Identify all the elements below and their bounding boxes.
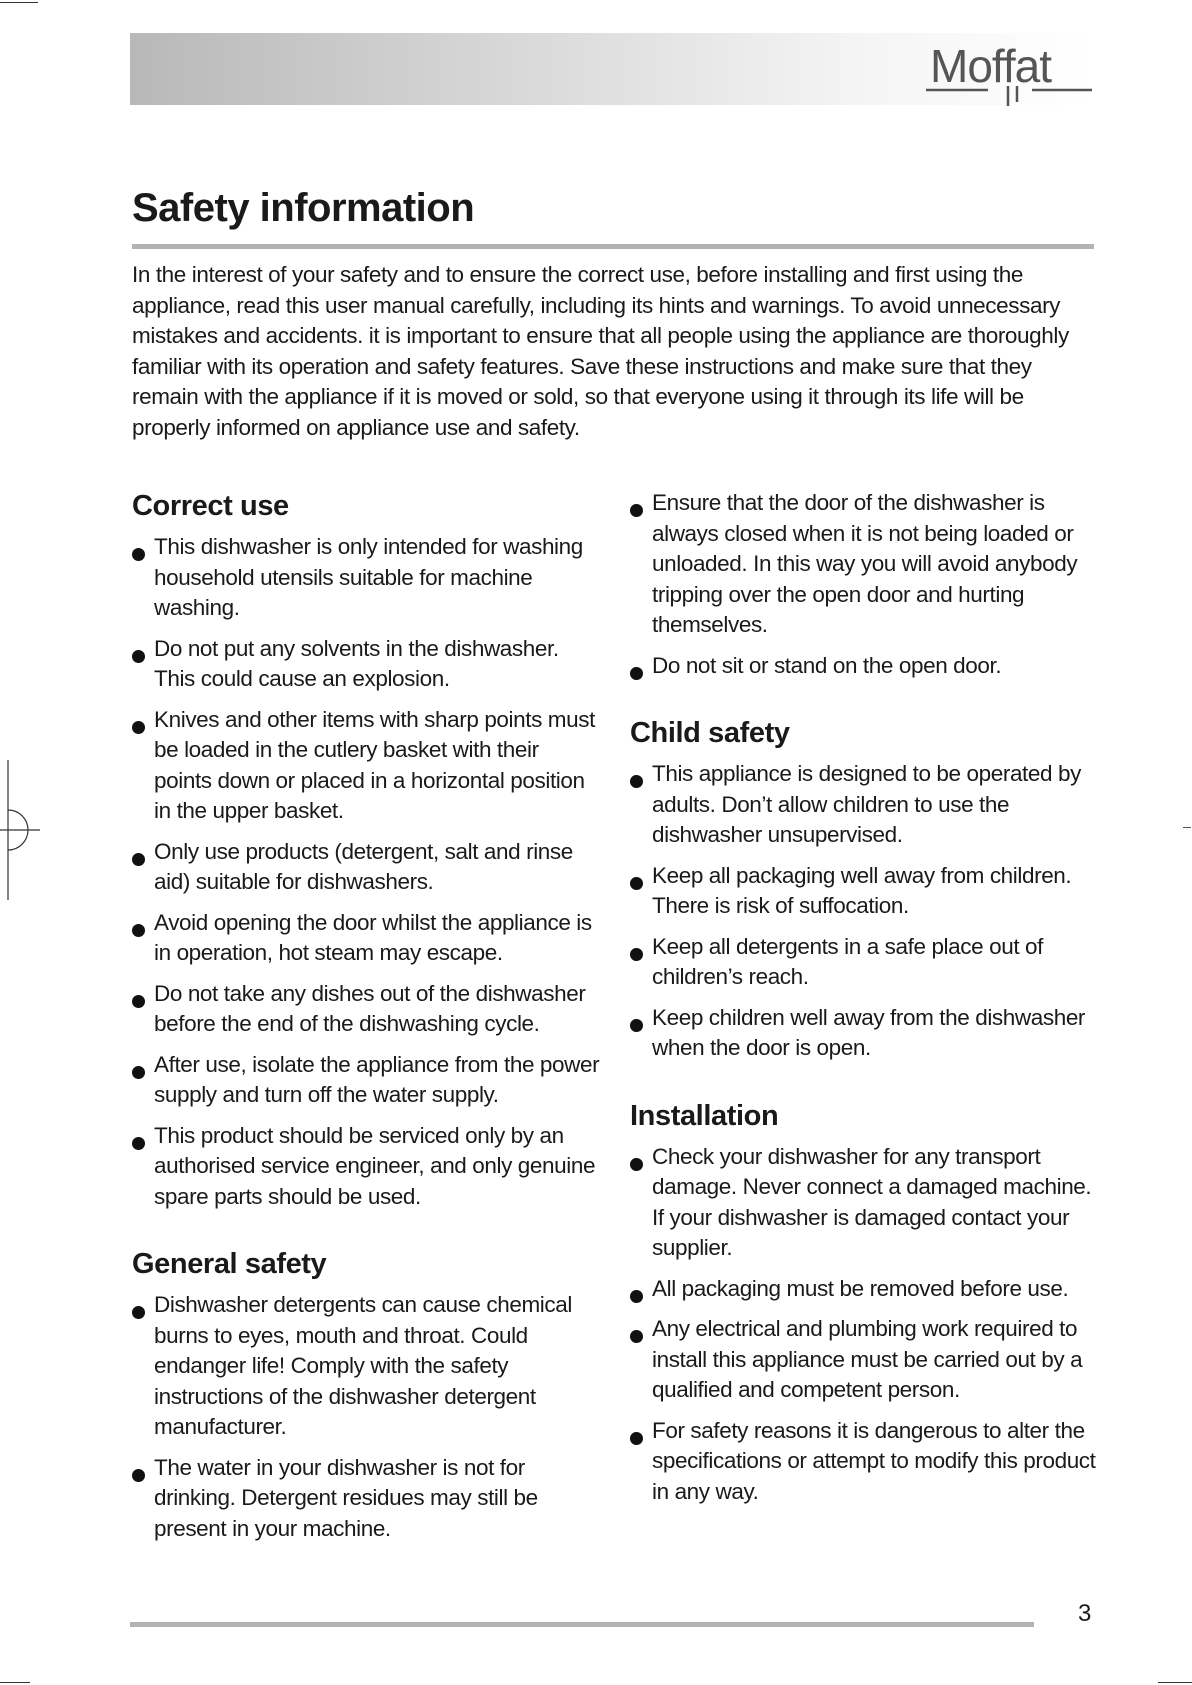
- list-item-text: This product should be serviced only by an authorised service engineer, and only genuine spare parts should be used.: [154, 1122, 596, 1209]
- list-item: [630, 1274, 1100, 1305]
- bullet-icon: [630, 775, 643, 788]
- list-item: [132, 837, 602, 898]
- bullet-icon: [630, 1330, 643, 1343]
- list-item-text: Check your dishwasher for any transport damage. Never connect a damaged machine. If your dishwasher is damaged contact your supplier.: [652, 1143, 1092, 1260]
- list-item-text: Only use products (detergent, salt and rinse aid) suitable for dishwashers.: [154, 838, 573, 894]
- correct-use-section: [132, 488, 602, 1212]
- list-item: [132, 1453, 602, 1545]
- list-item: [132, 1050, 602, 1111]
- bullet-icon: [630, 1432, 643, 1445]
- bullet-icon: [132, 853, 145, 866]
- title-divider: [132, 244, 1094, 249]
- logo-wordmark: Moffat: [930, 40, 1051, 92]
- list-item: [630, 1416, 1100, 1508]
- list-item: [630, 488, 1100, 641]
- page-number: 3: [1078, 1600, 1092, 1627]
- list-item: [630, 861, 1100, 922]
- left-column: [132, 488, 602, 1578]
- bullet-icon: [132, 1306, 145, 1319]
- list-item-text: Do not take any dishes out of the dishwasher before the end of the dishwashing cycle.: [154, 980, 586, 1036]
- moffat-logo: [922, 30, 1094, 108]
- list-item: [132, 908, 602, 969]
- list-item: [132, 705, 602, 827]
- bullet-list: [630, 1142, 1100, 1508]
- general-safety-section: [132, 1246, 602, 1544]
- list-item-text: For safety reasons it is dangerous to alter the specifications or attempt to modify this product in any way.: [652, 1417, 1096, 1504]
- list-item: [132, 1290, 602, 1443]
- registration-mark-icon: [0, 760, 40, 900]
- bullet-icon: [630, 1019, 643, 1032]
- bullet-icon: [132, 548, 145, 561]
- bullet-icon: [630, 667, 643, 680]
- bullet-icon: [630, 877, 643, 890]
- child-safety-section: [630, 715, 1100, 1064]
- list-item-text: Keep all packaging well away from children. There is risk of suffocation.: [652, 862, 1072, 918]
- list-item-text: Do not put any solvents in the dishwasher. This could cause an explosion.: [154, 635, 559, 691]
- installation-section: [630, 1098, 1100, 1508]
- list-item-text: Avoid opening the door whilst the appliance is in operation, hot steam may escape.: [154, 909, 592, 965]
- section-heading: Installation: [630, 1099, 779, 1132]
- list-item: [132, 1121, 602, 1213]
- list-item-text: The water in your dishwasher is not for drinking. Detergent residues may still be present in your machine.: [154, 1454, 538, 1541]
- bullet-list: [630, 488, 1100, 681]
- section-heading: Correct use: [132, 490, 289, 522]
- list-item-text: This dishwasher is only intended for washing household utensils suitable for machine washing.: [154, 534, 583, 620]
- list-item: [630, 1314, 1100, 1406]
- list-item-text: All packaging must be removed before use.: [652, 1275, 1069, 1301]
- list-item: [132, 979, 602, 1040]
- crop-mark: [1183, 827, 1191, 828]
- bullet-list: [132, 532, 602, 1212]
- list-item-text: Knives and other items with sharp points must be loaded in the cutlery basket with their points down or placed in a horizontal position in the upper basket.: [154, 706, 595, 823]
- bullet-icon: [132, 721, 145, 734]
- crop-mark: [0, 2, 38, 3]
- list-item: [132, 634, 602, 695]
- crop-mark: [1158, 1682, 1192, 1683]
- bullet-icon: [132, 1066, 145, 1079]
- bullet-icon: [132, 995, 145, 1008]
- bullet-list: [132, 1290, 602, 1544]
- bullet-icon: [132, 1137, 145, 1150]
- list-item-text: Keep children well away from the dishwasher when the door is open.: [652, 1004, 1086, 1060]
- crop-mark: [0, 1682, 30, 1683]
- bullet-icon: [630, 504, 643, 517]
- list-item: [132, 532, 602, 624]
- bullet-icon: [630, 1290, 643, 1303]
- bullet-icon: [630, 1158, 643, 1171]
- page-title: Safety information: [132, 186, 475, 230]
- list-item-text: Ensure that the door of the dishwasher is always closed when it is not being loaded or unloaded. In this way you will avoid anybody tripping over the open door and hurting themselves.: [652, 490, 1078, 637]
- bullet-icon: [132, 924, 145, 937]
- bullet-icon: [630, 948, 643, 961]
- list-item: [630, 651, 1100, 682]
- list-item-text: This appliance is designed to be operated by adults. Don’t allow children to use the dishwasher unsupervised.: [652, 761, 1081, 847]
- footer-divider: [130, 1622, 1034, 1627]
- bullet-list: [630, 759, 1100, 1064]
- list-item-text: Any electrical and plumbing work required to install this appliance must be carried out by a qualified and competent person.: [652, 1316, 1083, 1402]
- list-item-text: Dishwasher detergents can cause chemical burns to eyes, mouth and throat. Could endanger life! Comply with the safety instructions of the dishwasher detergent manufacturer.: [154, 1292, 572, 1439]
- bullet-icon: [132, 650, 145, 663]
- intro-paragraph: In the interest of your safety and to ensure the correct use, before installing and first using the appliance, read this user manual carefully, including its hints and warnings. To avoid unnecessary mistakes and accidents. it is important to ensure that all people using the appliance are thoroughly familiar with its operation and safety features. Save these instructions and make sure that they remain with the appliance if it is moved or sold, so that everyone using it through its life will be properly informed on appliance use and safety.: [132, 262, 1069, 440]
- right-column: [630, 488, 1100, 1541]
- list-item-text: After use, isolate the appliance from the power supply and turn off the water supply.: [154, 1051, 600, 1107]
- general-safety-continued: [630, 488, 1100, 681]
- list-item: [630, 1142, 1100, 1264]
- list-item: [630, 1003, 1100, 1064]
- list-item: [630, 759, 1100, 851]
- list-item: [630, 932, 1100, 993]
- list-item-text: Do not sit or stand on the open door.: [652, 652, 1002, 678]
- bullet-icon: [132, 1469, 145, 1482]
- section-heading: General safety: [132, 1248, 327, 1280]
- section-heading: Child safety: [630, 717, 790, 749]
- list-item-text: Keep all detergents in a safe place out of children’s reach.: [652, 933, 1043, 989]
